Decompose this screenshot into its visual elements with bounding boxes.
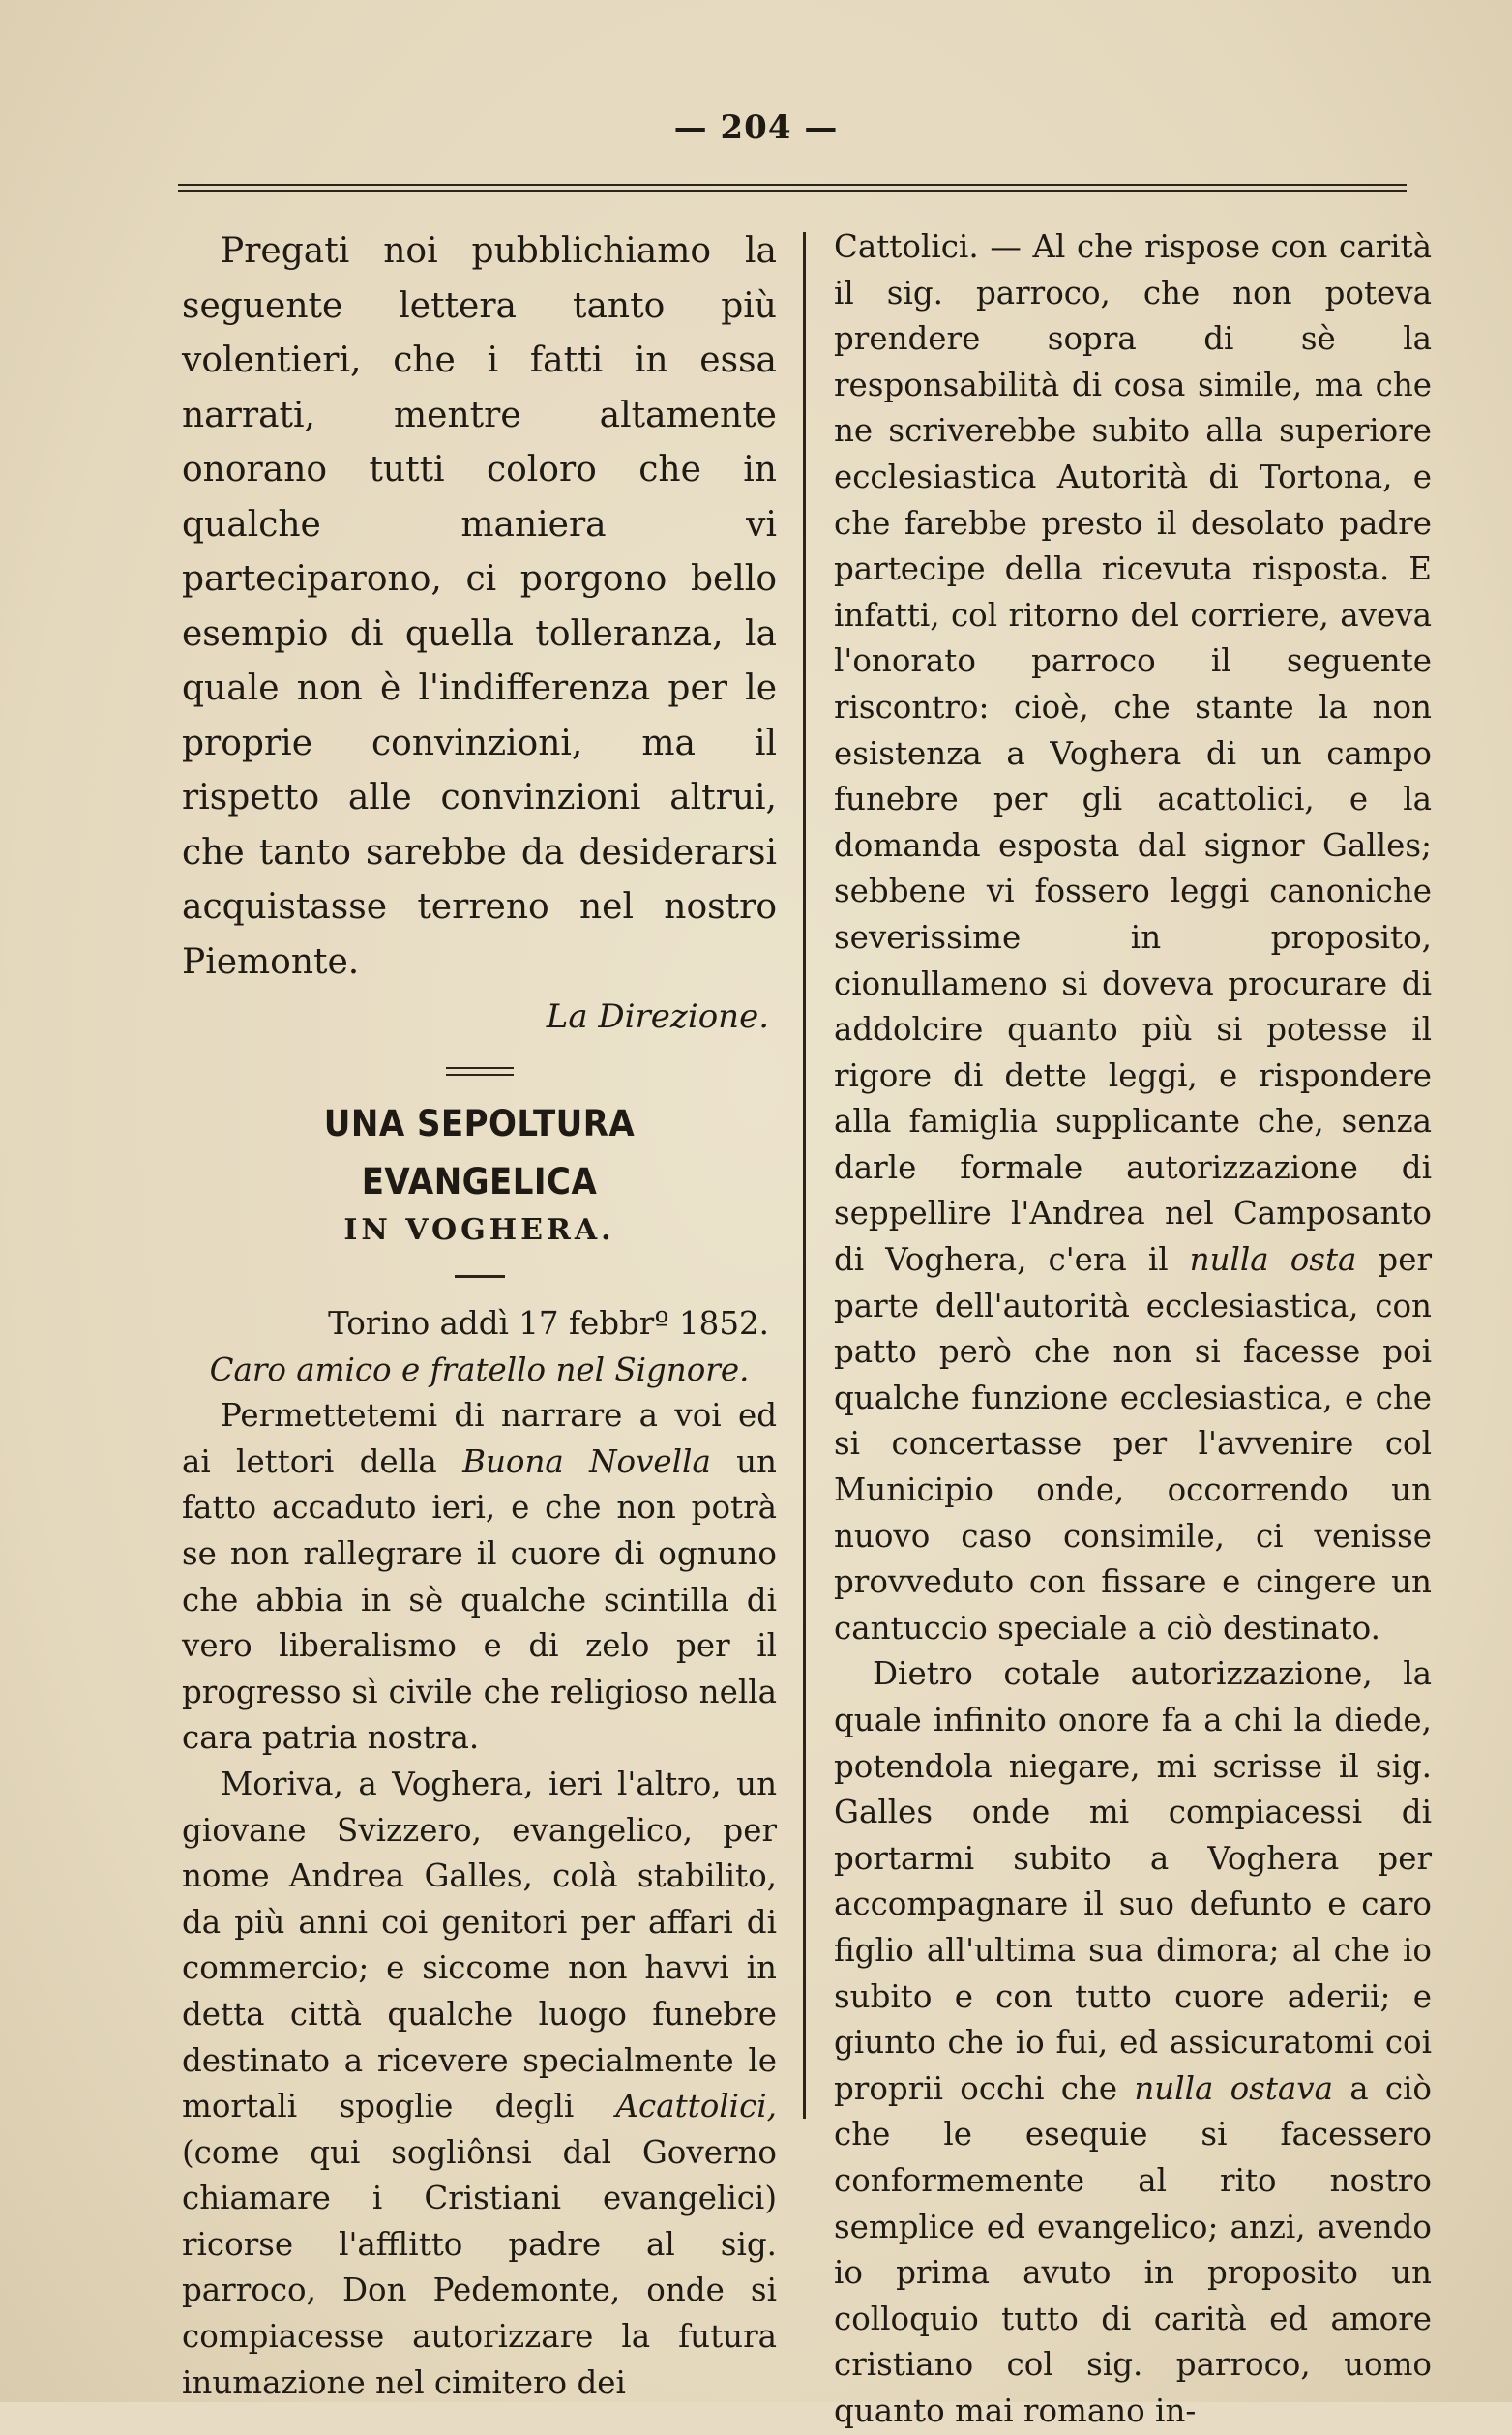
paragraph-2: Moriva, a Voghera, ieri l'altro, un giovane Svizzero, evangelico, per nome Andrea Galles, colà stabilito, da più anni coi genitori per affari di commercio; e siccome non havvi in detta città qualche luogo funebre destinato a ricevere specialmente le mortali spoglie degli Acattolici, (come qui sogliônsi dal Governo chiamare i Cristiani evangelici) ricorse l'afflitto padre al sig. parroco, Don Pedemonte, onde si compiacesse autorizzare la futura inumazione nel cimitero dei xyxy=(182,1765,777,2401)
title-separator xyxy=(455,1275,505,1278)
paragraph-3: Cattolici. — Al che rispose con carità il sig. parroco, che non poteva prendere sopra di sè la responsabilità di cosa simile, ma che ne scriverebbe subito alla superiore ecclesiastica Autorità di Tortona, e che farebbe presto il desolato padre partecipe della ricevuta risposta. E infatti, col ritorno del corriere, aveva l'onorato parroco il seguente riscontro: cioè, che stante la non esistenza a Voghera di un campo funebre per gli acattolici, e la domanda esposta dal signor Galles; sebbene vi fossero leggi canoniche severissime in proposito, cionullameno si doveva procurare di addolcire quanto più si potesse il rigore di dette leggi, e rispondere alla famiglia supplicante che, senza darle formale autorizzazione di seppellire l'Andrea nel Camposanto di Voghera, c'era il nulla osta per parte dell'autorità ecclesiastica, con patto però che non si facesse poi qualche funzione ecclesiastica, e che si concertasse per l'avvenire col Municipio onde, occorrendo un nuovo caso consimile, ci venisse provveduto con fissare e cingere un cantuccio speciale a ciò destinato. xyxy=(834,228,1433,1647)
letter-salutation: Caro amico e fratello nel Signore. xyxy=(209,1351,750,1388)
page-number: — 204 — xyxy=(673,108,839,147)
editorial-note-text: Pregati noi pubblichiamo la seguente lettera tanto più volentieri, che i fatti in essa narrati, mentre altamente onorano tutti coloro che in qualche maniera vi parteciparono, ci porgono bello esempio di quella tolleranza, la quale non è l'indifferenza per le proprie convinzioni, ma il rispetto alle convinzioni altrui, che tanto sarebbe da desiderarsi acquistasse terreno nel nostro Piemonte. xyxy=(182,231,777,982)
column-divider xyxy=(803,232,806,2119)
paragraph-4: Dietro cotale autorizzazione, la quale infinito onore fa a chi la diede, potendola niegare, mi scrisse il sig. Galles onde mi compiacessi di portarmi subito a Voghera per accompagnare il suo defunto e caro figlio all'ultima sua dimora; al che io subito e con tutto cuore aderii; e giunto che io fui, ed assicuratomi coi proprii occhi che nulla ostava a ciò che le esequie si facessero conformemente al rito nostro semplice ed evangelico; anzi, avendo io prima avuto in proposito un colloquio tutto di carità ed amore cristiano col sig. parroco, uomo quanto mai romano in- xyxy=(834,1655,1433,2429)
article-subtitle: IN VOGHERA. xyxy=(343,1213,615,1247)
editorial-signature: La Direzione. xyxy=(546,997,769,1036)
right-column xyxy=(834,224,1432,2435)
article-title: UNA SEPOLTURA EVANGELICA xyxy=(323,1103,636,1203)
header-rule xyxy=(178,184,1407,192)
left-column xyxy=(182,224,777,2406)
letter-dateline: Torino addì 17 febbrº 1852. xyxy=(328,1305,769,1342)
section-separator xyxy=(446,1067,514,1076)
editorial-note xyxy=(182,224,777,1044)
paragraph-1: Permettetemi di narrare a voi ed ai lettori della Buona Novella un fatto accaduto ieri, e che non potrà se non rallegrare il cuore di ognuno che abbia in sè qualche scintilla di vero liberalismo e di zelo per il progresso sì civile che religioso nella cara patria nostra. xyxy=(182,1397,777,1757)
